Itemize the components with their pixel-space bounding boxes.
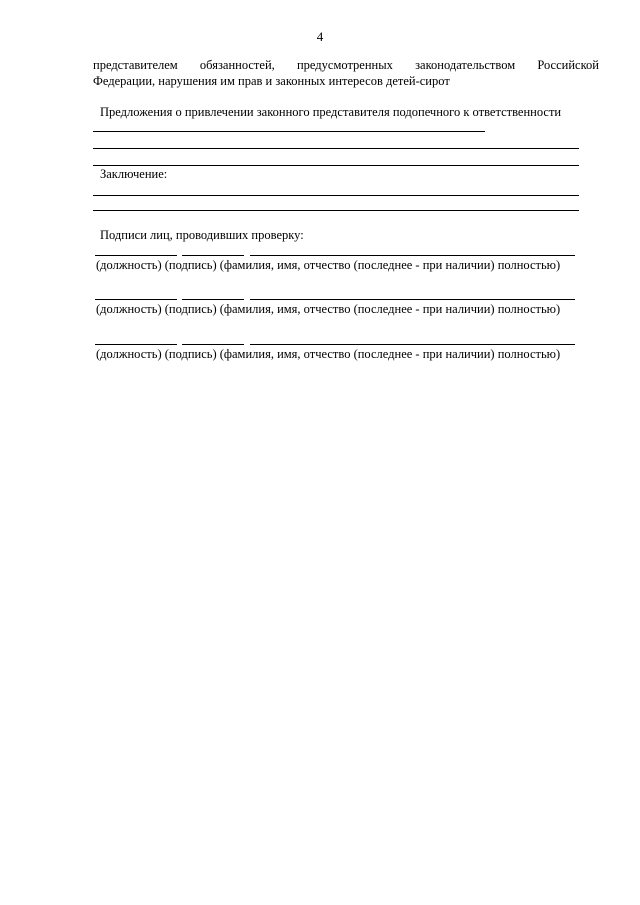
- blank-line: [93, 195, 579, 196]
- signature-position-line: [95, 344, 177, 345]
- blank-line: [93, 148, 579, 149]
- signature-caption: (должность) (подпись) (фамилия, имя, отчество (последнее - при наличии) полностью): [96, 258, 561, 272]
- intro-word: предусмотренных: [296, 58, 393, 72]
- signature-sign-line: [182, 255, 244, 256]
- conclusion-heading: Заключение:: [100, 167, 168, 181]
- intro-word: обязанностей,: [199, 58, 275, 72]
- intro-word: законодательством: [415, 58, 516, 72]
- signature-position-line: [95, 299, 177, 300]
- intro-line-1: [93, 57, 599, 73]
- intro-word: представителем: [93, 58, 178, 72]
- blank-line: [93, 210, 579, 211]
- signature-sign-line: [182, 344, 244, 345]
- signature-sign-line: [182, 299, 244, 300]
- signature-fullname-line: [250, 299, 575, 300]
- page-number: 4: [316, 29, 324, 44]
- blank-line: [93, 165, 579, 166]
- proposals-heading: Предложения о привлечении законного представителя подопечного к ответственности: [100, 105, 562, 119]
- signature-fullname-line: [250, 255, 575, 256]
- intro-paragraph: [93, 57, 599, 89]
- intro-word: Российской: [537, 58, 599, 72]
- signatures-heading: Подписи лиц, проводивших проверку:: [100, 228, 304, 242]
- intro-line-2: Федерации, нарушения им прав и законных интересов детей-сирот: [93, 74, 450, 88]
- signature-position-line: [95, 255, 177, 256]
- signature-caption: (должность) (подпись) (фамилия, имя, отчество (последнее - при наличии) полностью): [96, 347, 561, 361]
- signature-caption: (должность) (подпись) (фамилия, имя, отчество (последнее - при наличии) полностью): [96, 302, 561, 316]
- blank-line: [93, 131, 485, 132]
- signature-fullname-line: [250, 344, 575, 345]
